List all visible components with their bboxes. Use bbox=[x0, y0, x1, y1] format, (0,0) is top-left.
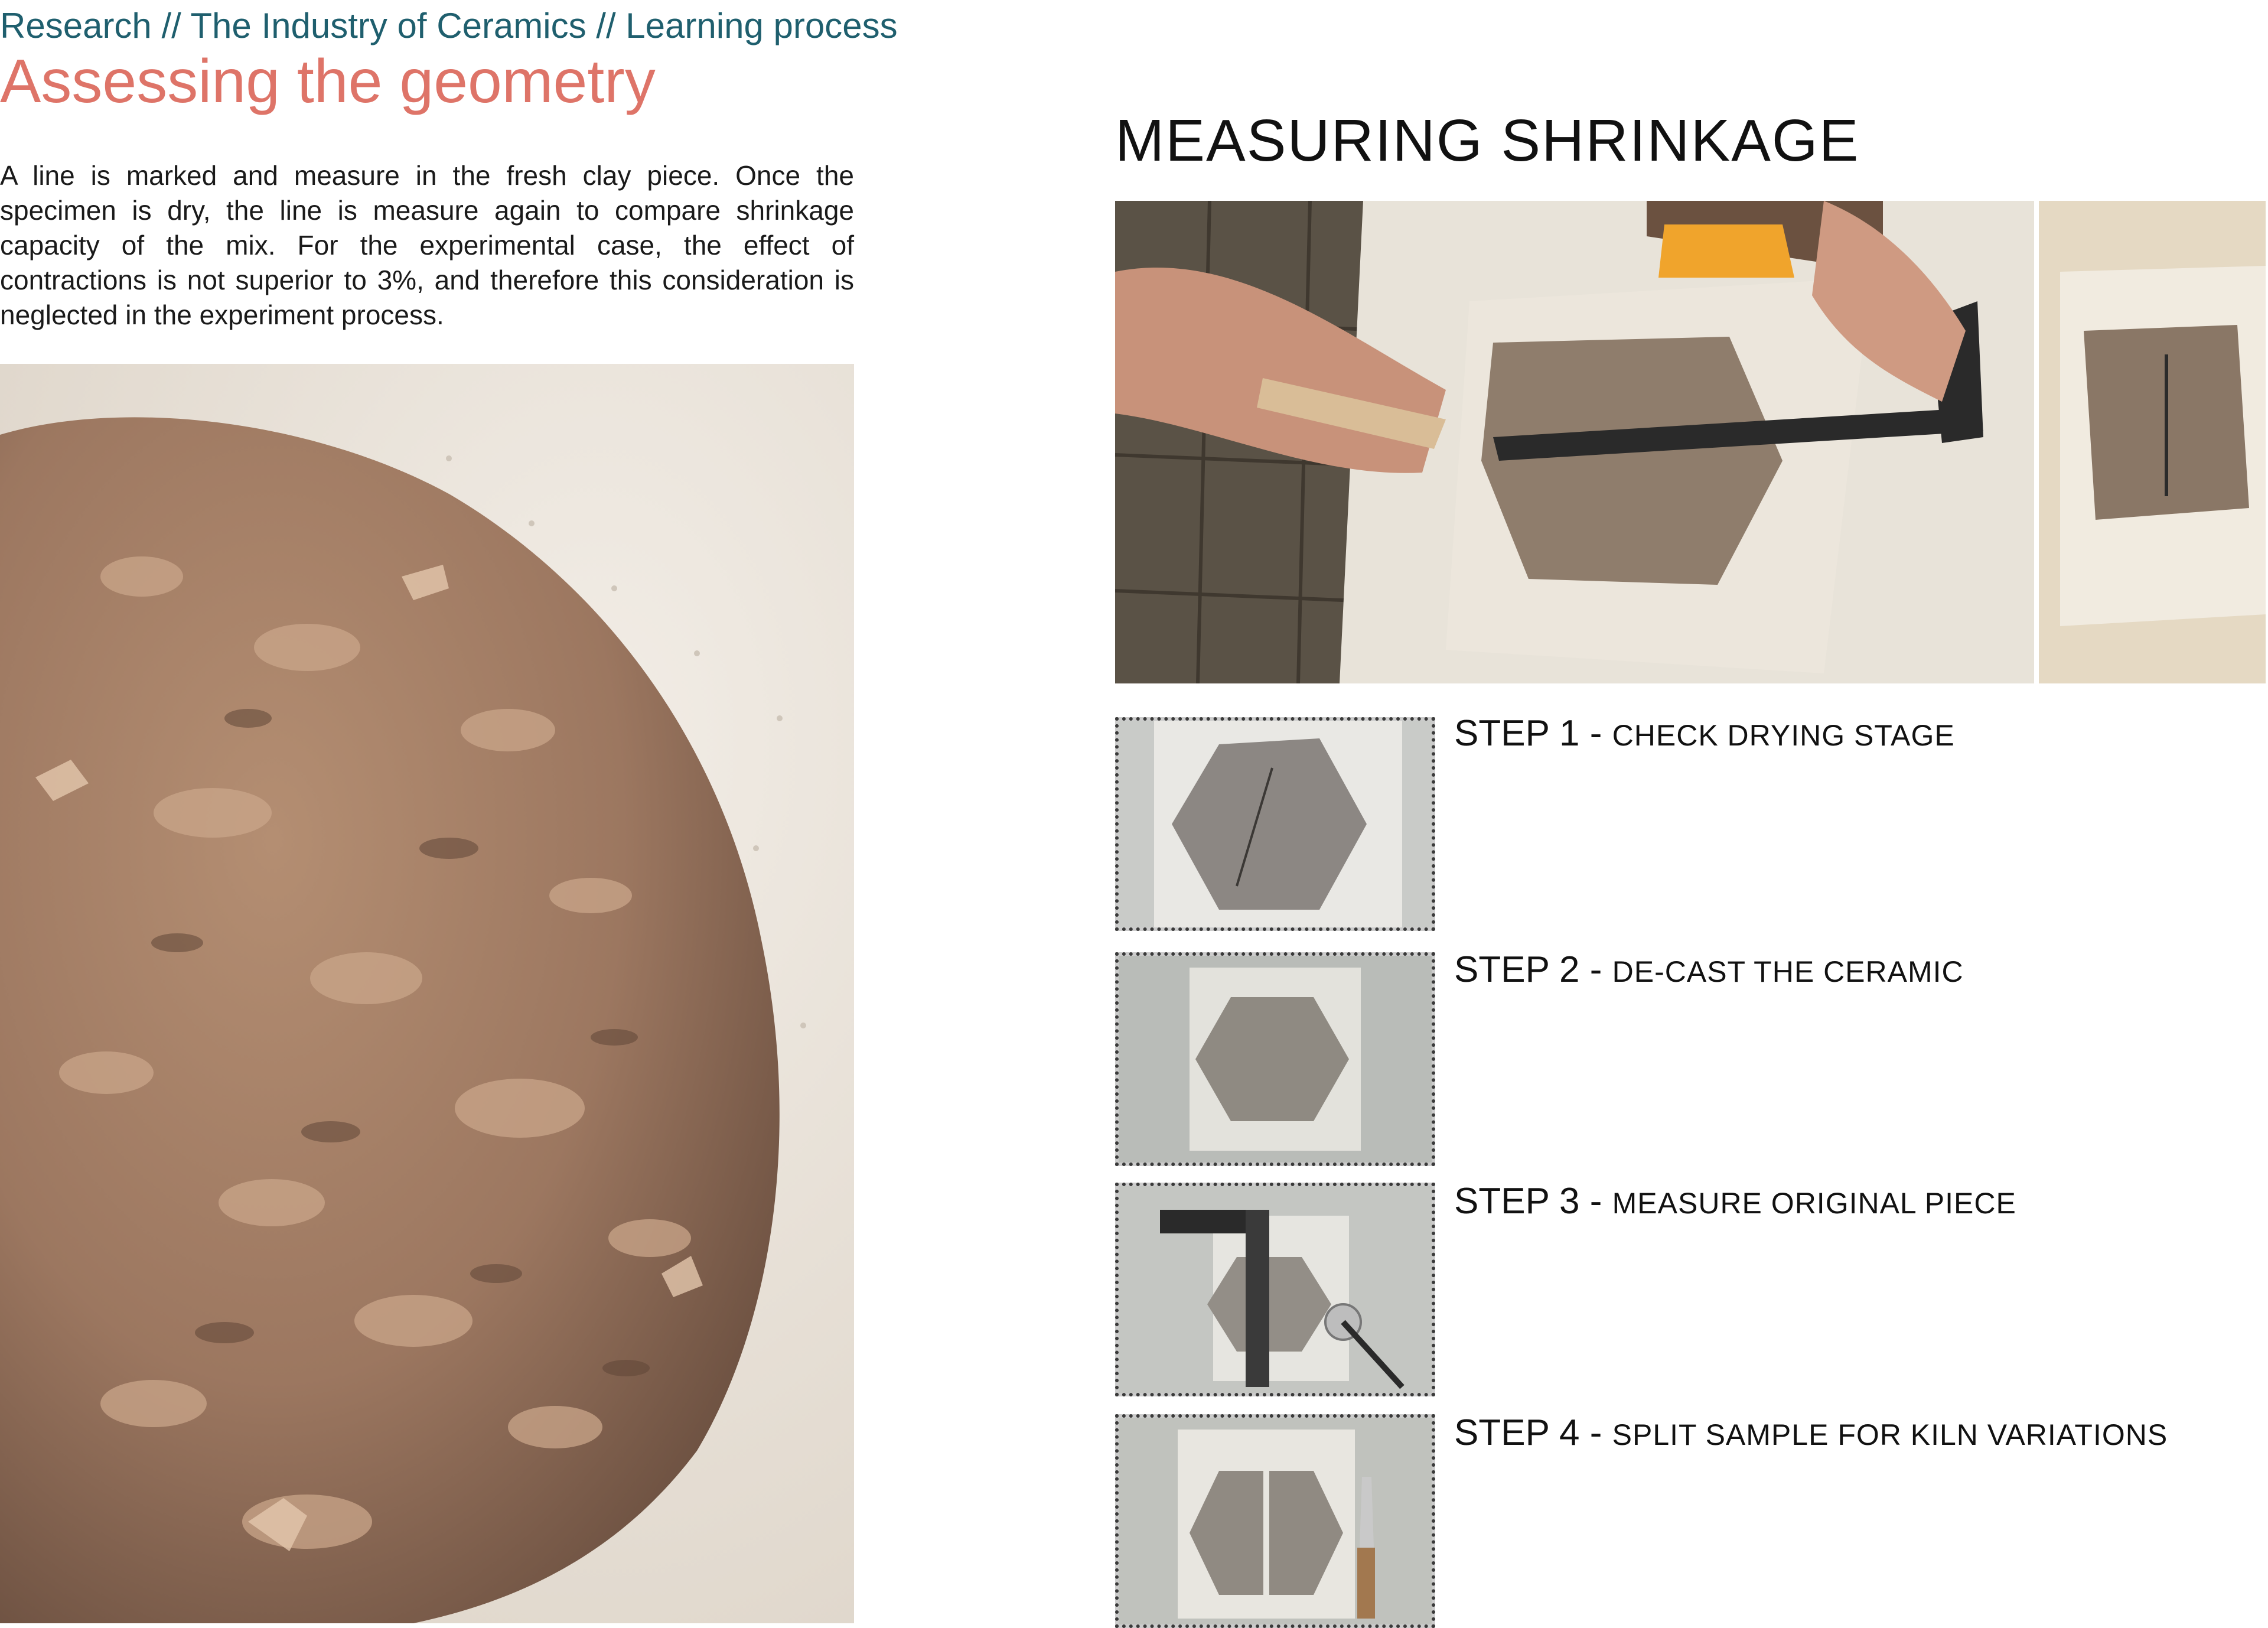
step-4-photo bbox=[1115, 1414, 1435, 1628]
step-separator: - bbox=[1579, 1181, 1612, 1222]
step-separator: - bbox=[1579, 949, 1612, 990]
section-title: MEASURING SHRINKAGE bbox=[1115, 108, 1860, 174]
page-title: Assessing the geometry bbox=[0, 47, 656, 116]
step-description: SPLIT SAMPLE FOR KILN VARIATIONS bbox=[1612, 1418, 2168, 1451]
step-description: CHECK DRYING STAGE bbox=[1612, 719, 1955, 752]
step-2-label bbox=[1454, 949, 1964, 991]
step-number: STEP 3 bbox=[1454, 1181, 1580, 1222]
step-number: STEP 2 bbox=[1454, 949, 1580, 990]
step-number: STEP 1 bbox=[1454, 713, 1580, 754]
step-3-photo bbox=[1115, 1183, 1435, 1396]
step-3-label bbox=[1454, 1180, 2016, 1222]
measuring-shrinkage-photo bbox=[1115, 201, 2266, 683]
step-1-photo bbox=[1115, 717, 1435, 931]
intro-paragraph: A line is marked and measure in the fresh clay piece. Once the specimen is dry, the line is measure again to compare shrinkage capacity of the mix. For the experimental case, the effect of contractions is not superior to 3%, and therefore this consideration is neglected in the experiment process. bbox=[0, 160, 854, 330]
clay-lump-photo bbox=[0, 364, 854, 1623]
step-1-label bbox=[1454, 712, 1955, 754]
step-description: DE-CAST THE CERAMIC bbox=[1612, 955, 1964, 988]
step-separator: - bbox=[1579, 713, 1612, 754]
step-description: MEASURE ORIGINAL PIECE bbox=[1612, 1187, 2016, 1220]
step-separator: - bbox=[1579, 1412, 1612, 1453]
step-4-label bbox=[1454, 1412, 2168, 1454]
step-number: STEP 4 bbox=[1454, 1412, 1580, 1453]
step-2-photo bbox=[1115, 952, 1435, 1166]
breadcrumb: Research // The Industry of Ceramics // Learning process bbox=[0, 6, 898, 45]
